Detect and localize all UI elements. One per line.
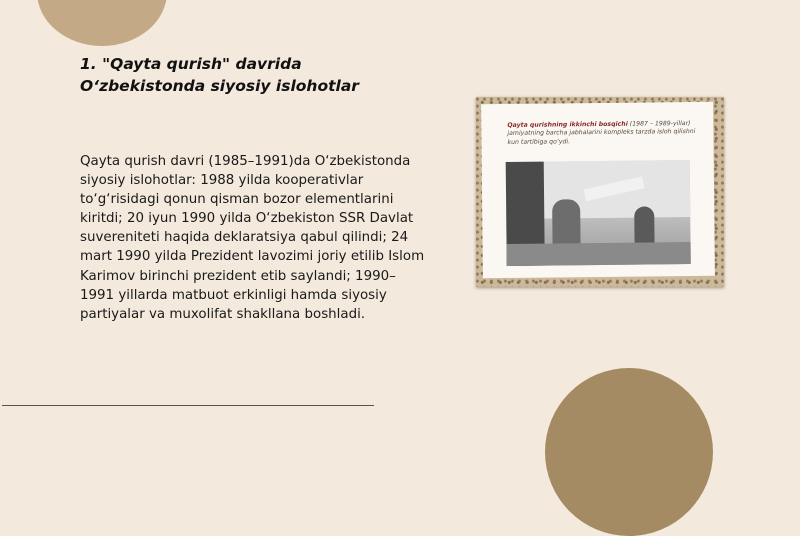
slide-title-line2: O‘zbekistonda siyosiy islohotlar: [80, 77, 359, 95]
slide-title: [80, 53, 440, 97]
decor-circle-bottom: [545, 368, 713, 536]
slide-title-line1: 1. "Qayta qurish" davrida: [80, 55, 302, 73]
photo-caption-bold: Qayta qurishning ikkinchi bosqichi: [507, 120, 628, 129]
photo-ground: [507, 242, 691, 266]
photo-caption-rest: jamiyatning barcha jabhalarini kompleks tarzda isloh qilishni kun tartibiga qo‘ydi.: [507, 128, 696, 146]
photo-caption-years: (1987 – 1989-yillar): [629, 120, 691, 128]
historical-photo: [506, 160, 691, 266]
photo-card-paper: [481, 102, 715, 278]
photo-card: [476, 97, 724, 287]
decor-circle-top: [37, 0, 167, 46]
divider-line: [2, 405, 374, 406]
photo-caption: [507, 120, 707, 147]
slide-body-text: Qayta qurish davri (1985–1991)da O‘zbekistonda siyosiy islohotlar: 1988 yilda kooperativlar to‘g‘risidagi qonun qisman bozor elementlarini kiritdi; 20 iyun 1990 yilda O‘zbekiston SSR Davlat suvereniteti haqida deklaratsiya qabul qilindi; 24 mart 1990 yilda Prezident lavozimi joriy etilib Islom Karimov birinchi prezident etib saylandi; 1990–1991 yillarda matbuot erkinligi hamda siyosiy partiyalar va muxolifat shakllana boshladi.: [80, 154, 425, 322]
